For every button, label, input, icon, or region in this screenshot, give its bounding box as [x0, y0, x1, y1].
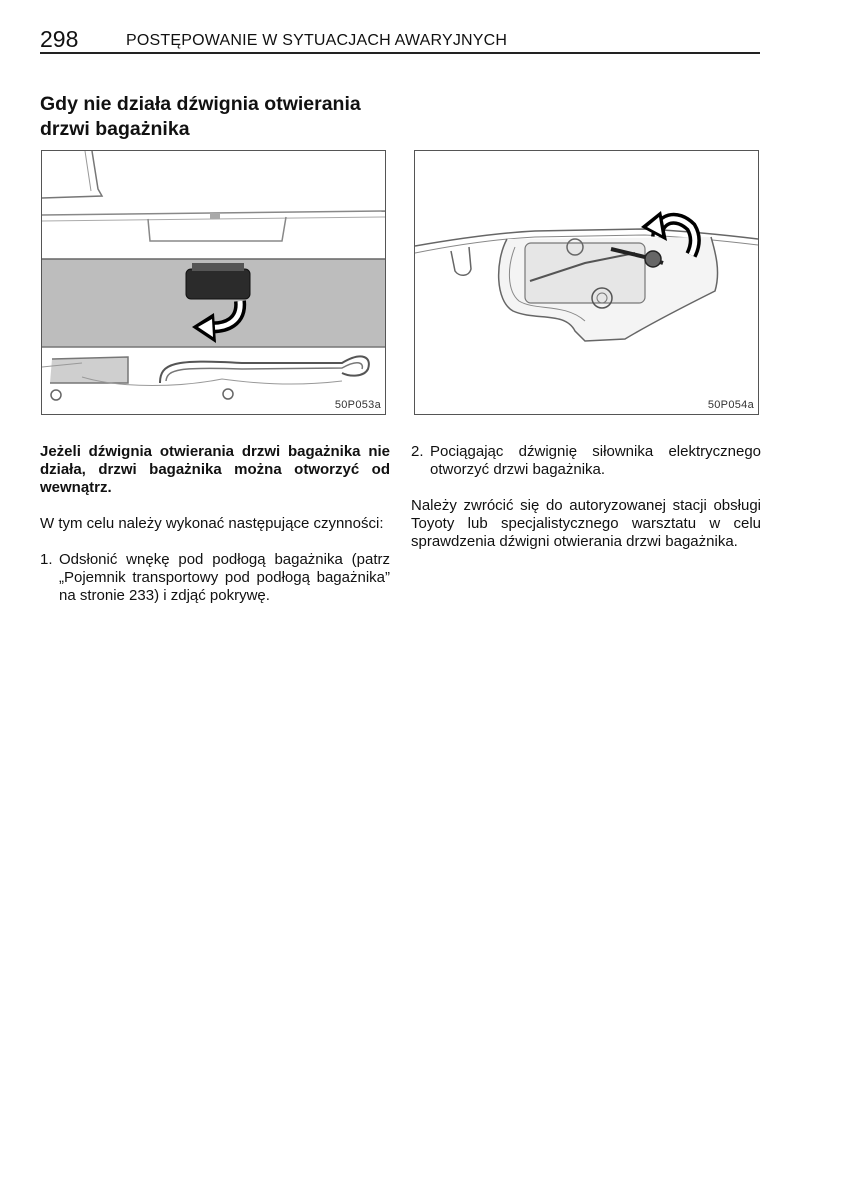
- step-2: [411, 443, 761, 479]
- figure-trunk-cover: [41, 150, 386, 415]
- chapter-title: POSTĘPOWANIE W SYTUACJACH AWARYJNYCH: [126, 32, 508, 49]
- service-note: Należy zwrócić się do autoryzowanej stacji obsługi Toyoty lub specjalistycznego warsztatu w celu sprawdzenia dźwigni otwierania drzwi bagażnika.: [411, 497, 761, 550]
- step-text: Odsłonić wnękę pod podłogą bagażnika (patrz „Pojemnik transportowy pod podłogą bagażnika” na stronie 233) i zdjąć pokrywę.: [59, 551, 390, 604]
- section-title: Gdy nie działa dźwignia otwierania drzwi bagażnika: [40, 93, 361, 140]
- intro-paragraph: Jeżeli dźwignia otwierania drzwi bagażnika nie działa, drzwi bagażnika można otworzyć od wewnątrz.: [40, 443, 390, 496]
- step-text: Pociągając dźwignię siłownika elektrycznego otworzyć drzwi bagażnika.: [430, 443, 761, 478]
- trunk-cover-illustration: [42, 151, 385, 414]
- figure-lock-lever: [414, 150, 759, 415]
- right-column: [411, 443, 761, 569]
- figure-code: 50P053a: [334, 399, 381, 411]
- figure-code: 50P054a: [707, 399, 754, 411]
- step-1: [40, 551, 390, 605]
- step-number: 2.: [411, 443, 424, 460]
- page-header: [40, 26, 760, 54]
- lock-lever-illustration: [415, 151, 758, 414]
- step-number: 1.: [40, 551, 53, 568]
- instruction-paragraph: W tym celu należy wykonać następujące czynności:: [40, 515, 384, 532]
- left-column: [40, 443, 390, 623]
- page-number: 298: [40, 26, 79, 52]
